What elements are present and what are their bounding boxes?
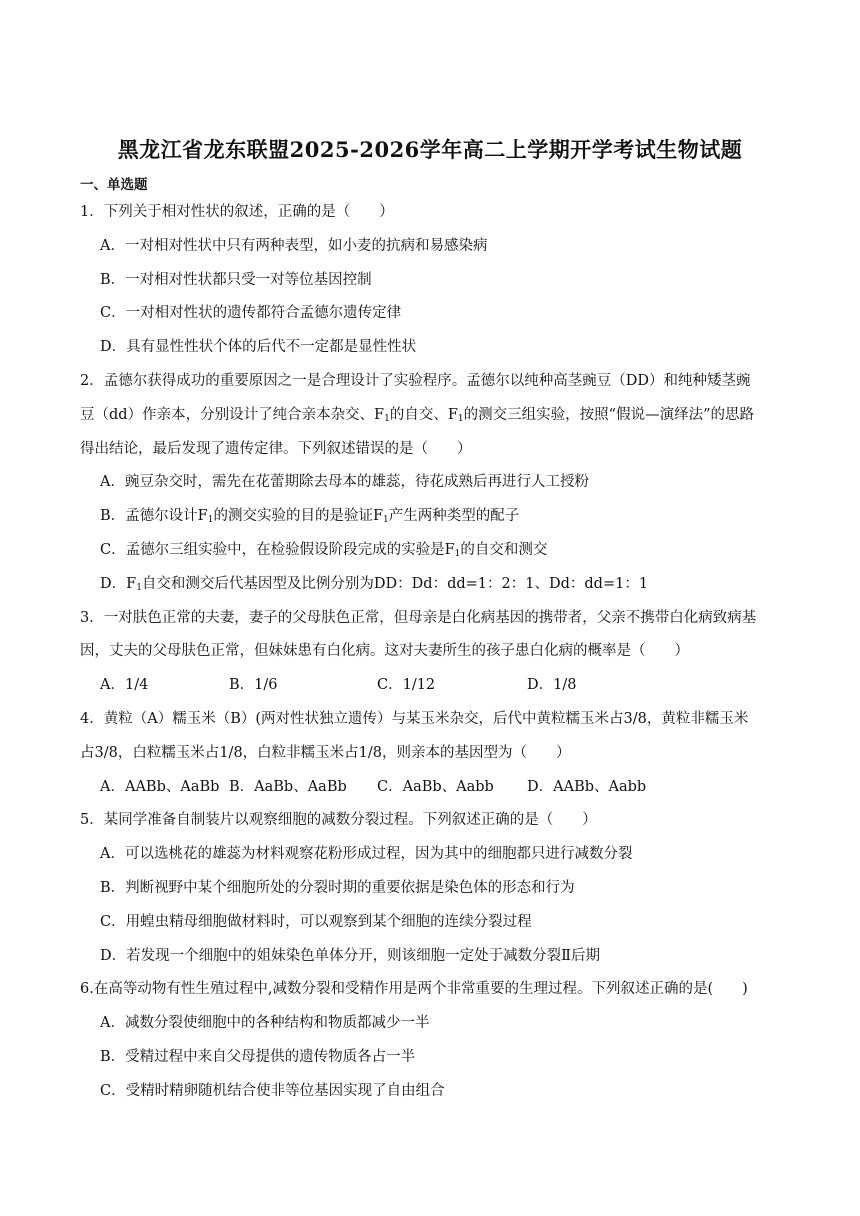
question-1-option-b: B．一对相对性状都只受一对等位基因控制	[100, 272, 372, 288]
question-5-option-b: B．判断视野中某个细胞所处的分裂时期的重要依据是染色体的形态和行为	[100, 880, 575, 896]
question-5-option-a: A．可以选桃花的雄蕊为材料观察花粉形成过程，因为其中的细胞都只进行减数分裂	[100, 846, 633, 862]
question-1-option-d: D．具有显性性状个体的后代不一定都是显性性状	[100, 339, 417, 355]
question-4-option-a: A．AABb、AaBb	[100, 779, 220, 795]
question-2-stem-line-3: 得出结论，最后发现了遗传定律。下列叙述错误的是（ ）	[80, 441, 472, 457]
question-4-option-b: B．AaBb、AaBb	[229, 779, 347, 795]
question-6-option-c: C．受精时精卵随机结合使非等位基因实现了自由组合	[100, 1083, 445, 1099]
question-5-stem: 5．某同学准备自制装片以观察细胞的减数分裂过程。下列叙述正确的是（ ）	[80, 812, 597, 828]
question-2-option-d: D．$F_1$自交和测交后代基因型及比例分别为DD：Dd：dd=1：2：1、Dd：dd=1：1	[100, 576, 649, 593]
question-4-stem-line-1: 4．黄粒（A）糯玉米（B）(两对性状独立遗传）与某玉米杂交，后代中黄粒糯玉米占3/8，黄粒非糯玉米	[80, 711, 749, 727]
question-3-option-b: B．1/6	[229, 677, 278, 693]
question-6-stem: 6.在高等动物有性生殖过程中,减数分裂和受精作用是两个非常重要的生理过程。下列叙述正确的是( )	[80, 981, 748, 997]
question-2-stem-line-1: 2．孟德尔获得成功的重要原因之一是合理设计了实验程序。孟德尔以纯种高茎豌豆（DD）和纯种矮茎豌	[80, 373, 751, 389]
question-2-option-a: A．豌豆杂交时，需先在花蕾期除去母本的雄蕊，待花成熟后再进行人工授粉	[100, 474, 589, 490]
question-1-stem: 1．下列关于相对性状的叙述，正确的是（ ）	[80, 204, 394, 220]
question-5-option-d: D．若发现一个细胞中的姐妹染色单体分开，则该细胞一定处于减数分裂Ⅱ后期	[100, 948, 600, 964]
question-4-option-d: D．AABb、Aabb	[527, 779, 647, 795]
section-heading: 一、单选题	[80, 177, 148, 193]
question-3-option-d: D．1/8	[527, 677, 577, 693]
exam-title: 黑龙江省龙东联盟2025-2026学年高二上学期开学考试生物试题	[117, 137, 743, 162]
question-3-option-a: A．1/4	[100, 677, 149, 693]
question-6-option-b: B．受精过程中来自父母提供的遗传物质各占一半	[100, 1049, 416, 1065]
question-1-option-c: C．一对相对性状的遗传都符合孟德尔遗传定律	[100, 305, 402, 321]
question-4-option-c: C．AaBb、Aabb	[377, 779, 494, 795]
question-1-option-a: A．一对相对性状中只有两种表型，如小麦的抗病和易感染病	[100, 238, 488, 254]
question-5-option-c: C．用蝗虫精母细胞做材料时，可以观察到某个细胞的连续分裂过程	[100, 914, 532, 930]
question-3-stem-line-2: 因，丈夫的父母肤色正常，但妹妹患有白化病。这对夫妻所生的孩子患白化病的概率是（ ）	[80, 643, 689, 659]
question-3-option-c: C．1/12	[377, 677, 436, 693]
question-2-option-b: B．孟德尔设计$F_1$的测交实验的目的是验证$F_1$产生两种类型的配子	[100, 508, 520, 525]
question-6-option-a: A．减数分裂使细胞中的各种结构和物质都减少一半	[100, 1015, 430, 1031]
question-3-stem-line-1: 3．一对肤色正常的夫妻，妻子的父母肤色正常，但母亲是白化病基因的携带者，父亲不携带白化病致病基	[80, 610, 757, 626]
question-4-stem-line-2: 占3/8，白粒糯玉米占1/8，白粒非糯玉米占1/8，则亲本的基因型为（ ）	[80, 745, 571, 761]
question-2-option-c: C．孟德尔三组实验中，在检验假设阶段完成的实验是$F_1$的自交和测交	[100, 542, 548, 559]
question-2-stem-line-2: 豆（dd）作亲本，分别设计了纯合亲本杂交、$F_1$的自交、$F_1$的测交三组实验，按照“假说—演绎法”的思路	[80, 407, 754, 424]
